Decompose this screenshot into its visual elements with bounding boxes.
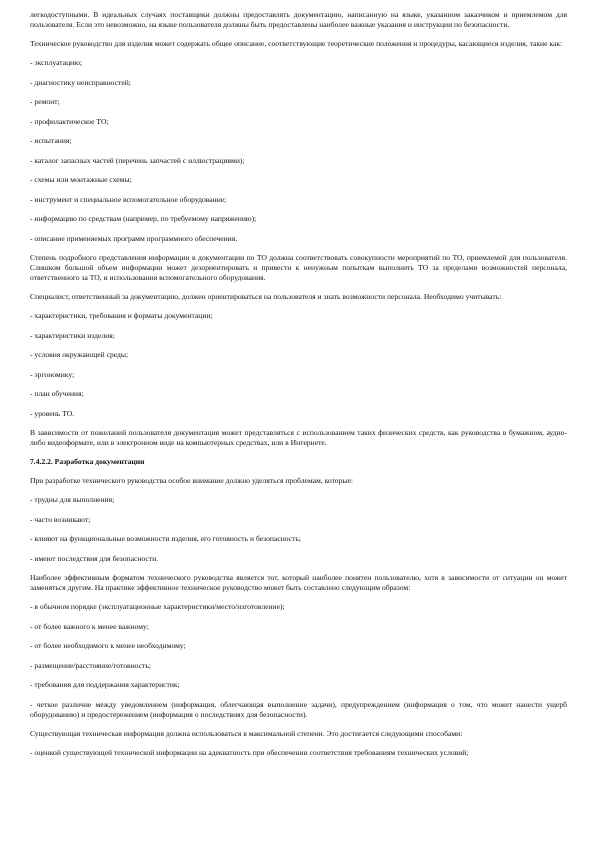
- list-item: - оценкой существующей технической информации на адекватность при обеспечении соответствия требованиям технических условий;: [30, 748, 469, 757]
- list-item: - размещение/расстояние/готовность;: [30, 660, 151, 670]
- document-page: [30, 10, 567, 768]
- paragraph-media: В зависимости от пожеланий пользователя документация может представляться с использованием таких физических средств, как руководства в бумажном, аудио- либо видеоформате, или в электронном виде на компьютерных средствах, или в Интернете.: [30, 428, 567, 447]
- list-item: - каталог запасных частей (перечень запчастей с иллюстрациями);: [30, 155, 245, 165]
- list-item: - профилактическое ТО;: [30, 116, 109, 126]
- list-item: - план обучения;: [30, 389, 84, 398]
- list-item: - влияют на функциональные возможности изделия, его готовность и безопасность;: [30, 534, 302, 543]
- list-item: - четкое различие между уведомлением (информация, облегчающая выполнение задачи), предупреждением (информация о том, что может нанести ущерб оборудованию) и предостережением (информация о последствиях для безопасности).: [30, 699, 567, 719]
- list-item: - схемы или монтажные схемы;: [30, 175, 132, 184]
- paragraph-format: Наиболее эффективным форматом технического руководства является тот, который наиболее понятен пользователю, хотя в зависимости от ситуации он может заменяться другим. На практике эффективное техническое руководство может быть составлено следующим образом:: [30, 573, 567, 592]
- list-item: - ремонт;: [30, 97, 60, 106]
- paragraph-manual-content: Техническое руководство для изделия может содержать общее описание, соответствующие теоретические положения и процедуры, касающиеся изделия, такие как:: [30, 39, 563, 48]
- list-item: - требования для поддержания характеристик;: [30, 680, 180, 689]
- paragraph-intro-continued: легкодоступными. В идеальных случаях поставщики должны предоставлять документацию, написанную на языке, указанном заказчиком и приемлемом для пользователя. Если это невозможно, на языке пользователя должны быть предоставлены наиболее важные указания и инструкции по безопасности.: [30, 10, 567, 29]
- paragraph-development: При разработке технического руководства особое внимание должно уделяться проблемам, которые:: [30, 476, 353, 485]
- list-item: - трудны для выполнения;: [30, 495, 115, 504]
- paragraph-specialist: Специалист, ответственный за документацию, должен ориентироваться на пользователя и знать возможности персонала. Необходимо учитывать:: [30, 292, 502, 301]
- list-item: - информацию по средствам (например, по требуемому напряжению);: [30, 214, 257, 223]
- section-heading: 7.4.2.2. Разработка документации: [30, 457, 145, 466]
- list-item: - от более необходимого к менее необходимому;: [30, 641, 186, 650]
- list-item: - в обычном порядке (эксплуатационные характеристики/место/изготовление);: [30, 602, 285, 611]
- list-item: - характеристики изделия;: [30, 330, 115, 340]
- list-item: - испытания;: [30, 136, 72, 145]
- list-item: - условия окружающей среды;: [30, 350, 129, 359]
- list-item: - уровень ТО.: [30, 408, 75, 418]
- list-item: - диагностику неисправностей;: [30, 77, 131, 87]
- list-item: - часто возникают;: [30, 514, 91, 524]
- list-item: - эксплуатацию;: [30, 58, 82, 67]
- list-item: - имеют последствия для безопасности.: [30, 553, 159, 563]
- paragraph-detail-level: Степень подробного представления информации в документации по ТО должна соответствовать совокупности мероприятий по ТО, приемлемой для пользователя. Слишком большой объем информации может дезориентировать и привести к ненужным попыткам выполнить ТО за пределами возможностей персонала, ответственного за ТО, и использования вспомогательного оборудования.: [30, 253, 567, 282]
- list-item: - инструмент и специальное вспомогательное оборудование;: [30, 194, 227, 204]
- list-item: - эргономику;: [30, 369, 75, 379]
- list-item: - от более важного к менее важному;: [30, 621, 149, 631]
- paragraph-existing-info: Существующая техническая информация должна использоваться в максимальной степени. Это достигается следующими способами:: [30, 729, 463, 738]
- list-item: - описание применяемых программ программного обеспечения.: [30, 233, 238, 243]
- list-item: - характеристики, требования и форматы документации;: [30, 311, 213, 320]
